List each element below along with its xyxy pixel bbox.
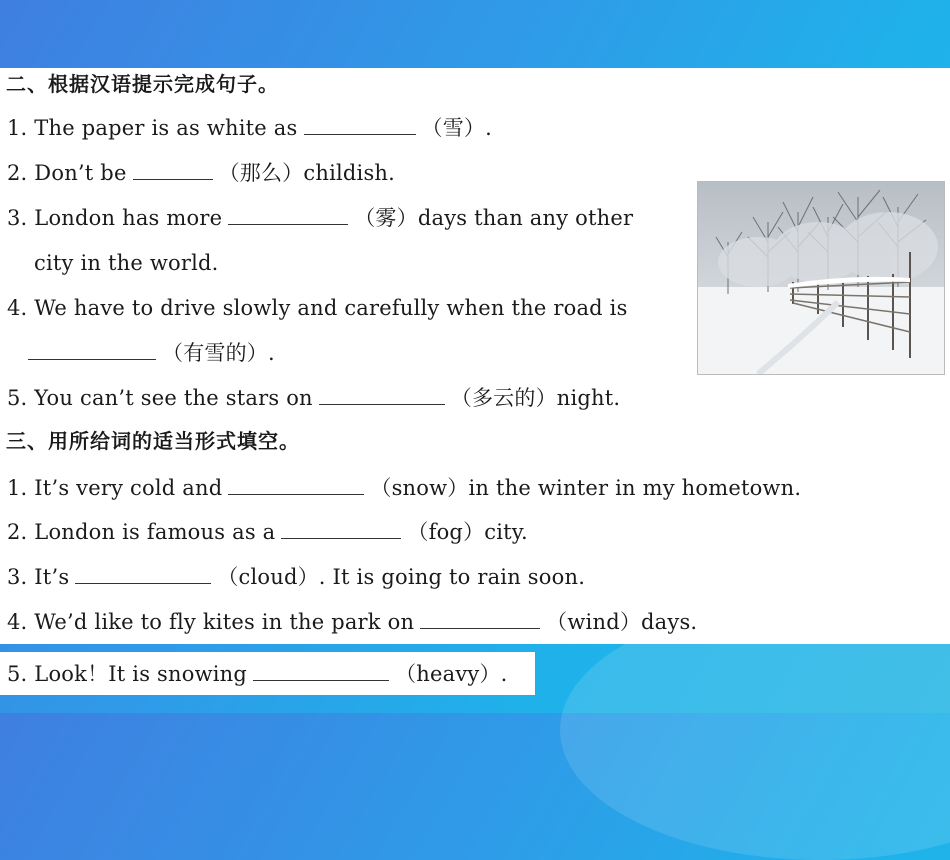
answer-blank[interactable] [28, 339, 156, 360]
question-2-4-continued: （有雪的）. [28, 339, 275, 367]
question-2-4: 4. We have to drive slowly and carefully when the road is [7, 296, 628, 320]
question-2-5: 5. You can’t see the stars on （多云的）night. [7, 386, 621, 410]
question-3-1: 1. It’s very cold and （snow）in the winter in my hometown. [7, 476, 802, 500]
snowy-fence-landscape-icon [697, 181, 945, 375]
section-2-heading: 二、根据汉语提示完成句子。 [6, 72, 279, 96]
answer-blank[interactable] [75, 563, 211, 584]
answer-blank[interactable] [228, 474, 364, 495]
question-3-5: 5. Look！It is snowing （heavy）. [7, 662, 508, 686]
question-2-3-continued: city in the world. [34, 251, 219, 275]
question-3-3: 3. It’s （cloud）. It is going to rain soon. [7, 565, 586, 589]
answer-blank[interactable] [253, 660, 389, 681]
answer-blank[interactable] [420, 608, 540, 629]
section-3-heading: 三、用所给词的适当形式填空。 [6, 429, 300, 453]
answer-blank[interactable] [228, 204, 348, 225]
question-2-3: 3. London has more （雾）days than any other [7, 206, 634, 230]
worksheet [0, 68, 950, 644]
question-2-1: 1. The paper is as white as （雪）. [7, 116, 492, 140]
question-3-2: 2. London is famous as a （fog）city. [7, 520, 528, 544]
answer-blank[interactable] [319, 384, 445, 405]
answer-blank[interactable] [133, 159, 213, 180]
question-3-4: 4. We’d like to fly kites in the park on （wind）days. [7, 610, 698, 634]
answer-blank[interactable] [304, 114, 416, 135]
question-3-5-strip [0, 652, 535, 695]
question-2-2: 2. Don’t be （那么）childish. [7, 161, 396, 185]
answer-blank[interactable] [281, 518, 401, 539]
